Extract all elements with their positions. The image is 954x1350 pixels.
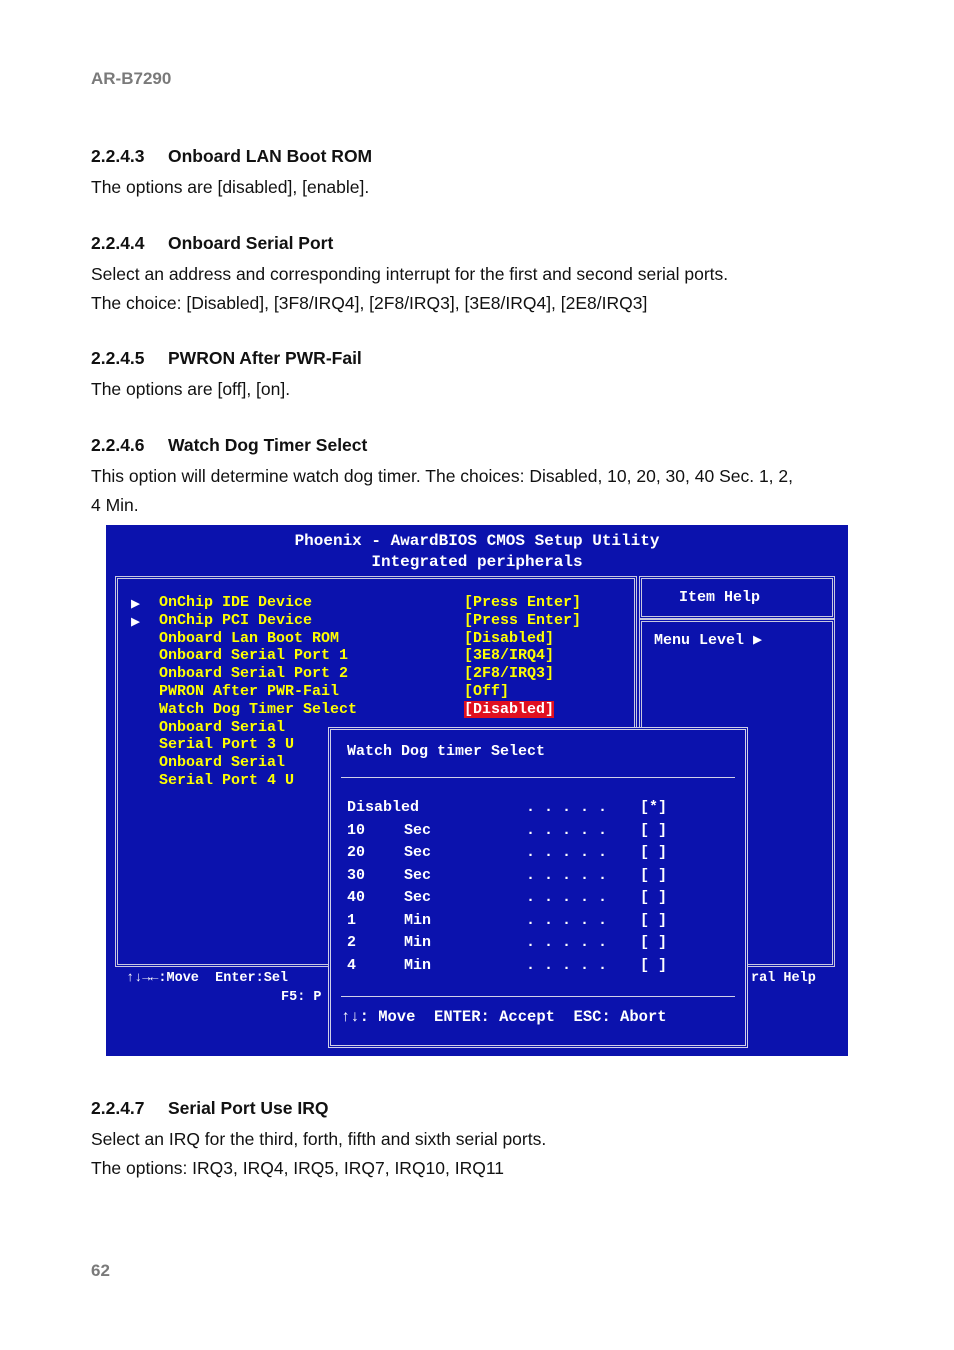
popup-divider: [341, 996, 735, 997]
bios-footer-right: ral Help: [751, 971, 816, 986]
bios-item-value[interactable]: [Press Enter]: [464, 594, 582, 611]
section-heading: 2.2.4.6 Watch Dog Timer Select: [91, 435, 368, 455]
popup-option-dots: . . . . .: [526, 889, 608, 906]
item-help-label: Item Help: [679, 589, 761, 606]
bios-item-label[interactable]: OnChip PCI Device: [159, 611, 313, 629]
section-text: The options: IRQ3, IRQ4, IRQ5, IRQ7, IRQ10, IRQ11: [91, 1158, 505, 1178]
popup-option-value[interactable]: 4: [347, 956, 357, 974]
triangle-right-icon: ▶: [753, 632, 763, 649]
section-heading: 2.2.4.4 Onboard Serial Port: [91, 233, 334, 253]
triangle-right-icon: ▶: [131, 613, 141, 631]
popup-option-unit: Sec: [404, 889, 432, 906]
popup-option-unit: Sec: [404, 844, 432, 861]
bios-item-label[interactable]: Onboard Serial Port 2: [159, 665, 349, 683]
bios-item-label[interactable]: Watch Dog Timer Select: [159, 700, 358, 718]
popup-option-checkbox[interactable]: [*]: [640, 799, 668, 816]
popup-option-checkbox[interactable]: [ ]: [640, 866, 668, 884]
document-header: AR-B7290: [91, 69, 172, 88]
section-heading: 2.2.4.3 Onboard LAN Boot ROM: [91, 146, 373, 166]
bios-item-label[interactable]: Serial Port 4 U: [159, 772, 295, 789]
popup-option-checkbox[interactable]: [ ]: [640, 956, 668, 974]
popup-title: Watch Dog timer Select: [347, 743, 546, 760]
bios-item-value[interactable]: [2F8/IRQ3]: [464, 665, 555, 683]
popup-divider: [341, 777, 735, 778]
bios-item-value[interactable]: [Disabled]: [464, 700, 555, 718]
popup-option-unit: Min: [404, 911, 432, 929]
section-text: 4 Min.: [91, 495, 139, 515]
section-pwron-after-pwr-fail: [91, 348, 881, 404]
section-text: This option will determine watch dog timer. The choices: Disabled, 10, 20, 30, 40 Sec. 1, 2,: [91, 466, 793, 486]
section-text: The options are [off], [on].: [91, 379, 291, 399]
popup-option-checkbox[interactable]: [ ]: [640, 844, 668, 861]
bios-item-label[interactable]: Onboard Serial Port 1: [159, 647, 349, 665]
bios-footer-left-2: F5: P: [281, 990, 322, 1005]
bios-item-value[interactable]: [Press Enter]: [464, 611, 582, 629]
popup-option-dots: . . . . .: [526, 911, 608, 929]
popup-option-value[interactable]: 10: [347, 821, 366, 839]
section-text: The options are [disabled], [enable].: [91, 177, 370, 197]
popup-option-value[interactable]: Disabled: [347, 799, 420, 816]
bios-item-label[interactable]: Onboard Serial: [159, 718, 286, 736]
bios-item-value[interactable]: [Disabled]: [464, 629, 555, 647]
page-number: 62: [91, 1261, 110, 1280]
bios-screenshot: [106, 525, 848, 1056]
watchdog-popup: [328, 727, 748, 1048]
popup-option-dots: . . . . .: [526, 934, 608, 951]
bios-item-label[interactable]: Serial Port 3 U: [159, 736, 295, 754]
popup-option-dots: . . . . .: [526, 956, 608, 974]
section-watch-dog-timer: [91, 435, 881, 520]
bios-item-value[interactable]: [Off]: [464, 683, 510, 700]
section-text: Select an IRQ for the third, forth, fifth and sixth serial ports.: [91, 1129, 547, 1149]
popup-option-unit: Sec: [404, 821, 432, 839]
popup-option-checkbox[interactable]: [ ]: [640, 911, 668, 929]
popup-option-value[interactable]: 30: [347, 866, 366, 884]
bios-footer-left: ↑↓→←:Move Enter:Sel: [126, 971, 289, 986]
popup-option-dots: . . . . .: [526, 799, 608, 816]
popup-option-checkbox[interactable]: [ ]: [640, 889, 668, 906]
popup-footer: ↑↓: Move ENTER: Accept ESC: Abort: [341, 1008, 667, 1026]
bios-subtitle: Integrated peripherals: [371, 553, 583, 571]
popup-option-dots: . . . . .: [526, 821, 608, 839]
menu-level-label: Menu Level ▶: [654, 632, 763, 649]
section-text: Select an address and corresponding interrupt for the first and second serial ports.: [91, 264, 729, 284]
popup-option-value[interactable]: 2: [347, 934, 357, 951]
popup-option-unit: Min: [404, 934, 432, 951]
section-text: The choice: [Disabled], [3F8/IRQ4], [2F8/IRQ3], [3E8/IRQ4], [2E8/IRQ3]: [91, 293, 648, 313]
bios-item-label[interactable]: Onboard Lan Boot ROM: [159, 629, 340, 647]
bios-item-label[interactable]: Onboard Serial: [159, 754, 286, 772]
popup-option-unit: Sec: [404, 866, 432, 884]
bios-title: Phoenix - AwardBIOS CMOS Setup Utility: [294, 532, 660, 550]
popup-option-dots: . . . . .: [526, 866, 608, 884]
popup-option-checkbox[interactable]: [ ]: [640, 821, 668, 839]
section-onboard-serial-port: [91, 233, 881, 318]
triangle-right-icon: ▶: [131, 596, 141, 613]
bios-item-label[interactable]: PWRON After PWR-Fail: [159, 683, 340, 700]
section-heading: 2.2.4.5 PWRON After PWR-Fail: [91, 348, 362, 368]
popup-option-value[interactable]: 1: [347, 911, 357, 929]
popup-option-unit: Min: [404, 956, 432, 974]
popup-option-value[interactable]: 40: [347, 889, 366, 906]
bios-item-label[interactable]: OnChip IDE Device: [159, 594, 313, 611]
popup-option-checkbox[interactable]: [ ]: [640, 934, 668, 951]
section-heading: 2.2.4.7 Serial Port Use IRQ: [91, 1098, 329, 1118]
popup-option-value[interactable]: 20: [347, 844, 366, 861]
bios-item-value[interactable]: [3E8/IRQ4]: [464, 647, 555, 665]
section-lan-boot-rom: [91, 146, 881, 202]
section-serial-port-use-irq: [91, 1098, 881, 1183]
popup-option-dots: . . . . .: [526, 844, 608, 861]
